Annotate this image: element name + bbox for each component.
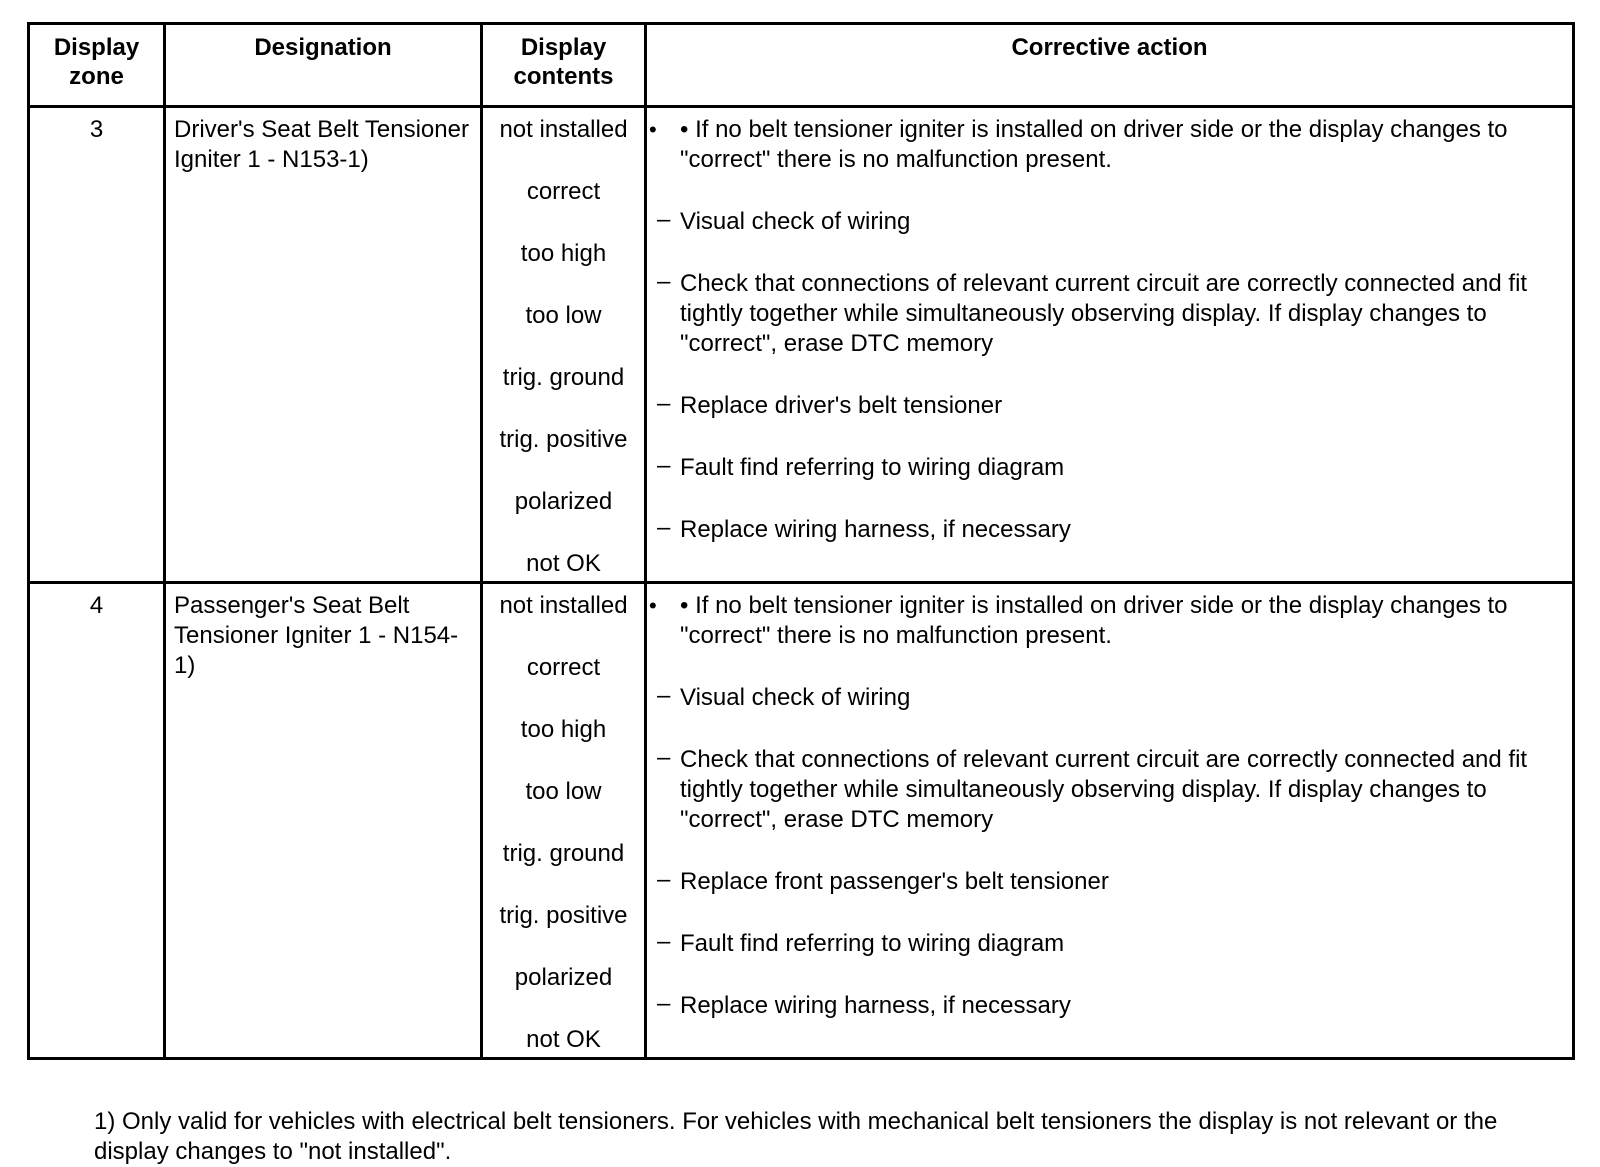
display-content-item: too high (520, 240, 607, 267)
display-content-item: polarized (514, 488, 613, 515)
table-row (29, 107, 1574, 583)
display-contents-cell (482, 107, 646, 583)
corrective-action-text: • If no belt tensioner igniter is installed on driver side or the display changes to "correct" there is no malfunction present. (680, 592, 1508, 649)
corrective-action-item (655, 929, 1564, 959)
bullet-icon: • (649, 117, 657, 142)
corrective-action-text: Check that connections of relevant current circuit are correctly connected and fit tightly together while simultaneously observing display. If display changes to "correct", erase DTC memory (680, 746, 1528, 833)
corrective-action-item (649, 115, 1564, 175)
display-content-item: trig. positive (499, 426, 628, 453)
dash-icon: – (657, 268, 671, 295)
display-content-item: trig. positive (499, 902, 628, 929)
dash-icon: – (657, 866, 671, 893)
corrective-action-item (655, 515, 1564, 545)
corrective-action-item (655, 867, 1564, 897)
display-content-item: not OK (526, 550, 601, 577)
corrective-action-text: Replace wiring harness, if necessary (680, 516, 1071, 543)
dash-icon: – (657, 990, 671, 1017)
display-content-item: trig. ground (502, 840, 625, 867)
display-content-item: correct (526, 654, 601, 681)
dash-icon: – (657, 744, 671, 771)
corrective-action-item (649, 591, 1564, 651)
display-content-item: too low (525, 302, 602, 329)
display-content-item: too low (525, 778, 602, 805)
dash-icon: – (657, 514, 671, 541)
display-contents-cell (482, 583, 646, 1059)
corrective-action-text: Replace wiring harness, if necessary (680, 992, 1071, 1019)
dash-icon: – (657, 452, 671, 479)
corrective-action-item (655, 207, 1564, 237)
header-display-zone: Display zone (29, 24, 165, 107)
corrective-action-item (655, 745, 1564, 835)
footnote: 1) Only valid for vehicles with electrical belt tensioners. For vehicles with mechanical belt tensioners the display is not relevant or the display changes to "not installed". (94, 1108, 1498, 1165)
corrective-action-item (655, 683, 1564, 713)
corrective-action-item (655, 269, 1564, 359)
corrective-action-cell (646, 583, 1574, 1059)
header-designation: Designation (165, 24, 482, 107)
dash-icon: – (657, 206, 671, 233)
display-content-item: polarized (514, 964, 613, 991)
diagnostic-table (27, 22, 1575, 1060)
dash-icon: – (657, 682, 671, 709)
display-content-item: trig. ground (502, 364, 625, 391)
display-zone-cell: 4 (29, 583, 165, 1059)
table-row (29, 583, 1574, 1059)
corrective-action-text: Check that connections of relevant current circuit are correctly connected and fit tightly together while simultaneously observing display. If display changes to "correct", erase DTC memory (680, 270, 1528, 357)
display-content-item: correct (526, 178, 601, 205)
corrective-action-text: Replace driver's belt tensioner (680, 392, 1003, 419)
header-row (29, 24, 1574, 107)
bullet-icon: • (649, 593, 657, 618)
dash-icon: – (657, 928, 671, 955)
corrective-action-item (655, 453, 1564, 483)
display-content-item: not installed (499, 592, 628, 619)
header-display-contents: Display contents (482, 24, 646, 107)
corrective-action-text: Visual check of wiring (680, 208, 911, 235)
dash-icon: – (657, 390, 671, 417)
display-content-item: not installed (499, 116, 628, 143)
header-corrective-action: Corrective action (646, 24, 1574, 107)
designation-cell: Driver's Seat Belt Tensioner Igniter 1 - N153-1) (165, 107, 482, 583)
designation-cell: Passenger's Seat Belt Tensioner Igniter 1 - N154-1) (165, 583, 482, 1059)
display-content-item: not OK (526, 1026, 601, 1053)
corrective-action-text: Replace front passenger's belt tensioner (680, 868, 1109, 895)
corrective-action-text: Fault find referring to wiring diagram (680, 930, 1065, 957)
corrective-action-item (655, 991, 1564, 1021)
corrective-action-item (655, 391, 1564, 421)
corrective-action-cell (646, 107, 1574, 583)
corrective-action-text: Fault find referring to wiring diagram (680, 454, 1065, 481)
corrective-action-text: • If no belt tensioner igniter is installed on driver side or the display changes to "correct" there is no malfunction present. (680, 116, 1508, 173)
corrective-action-text: Visual check of wiring (680, 684, 911, 711)
display-zone-cell: 3 (29, 107, 165, 583)
display-content-item: too high (520, 716, 607, 743)
